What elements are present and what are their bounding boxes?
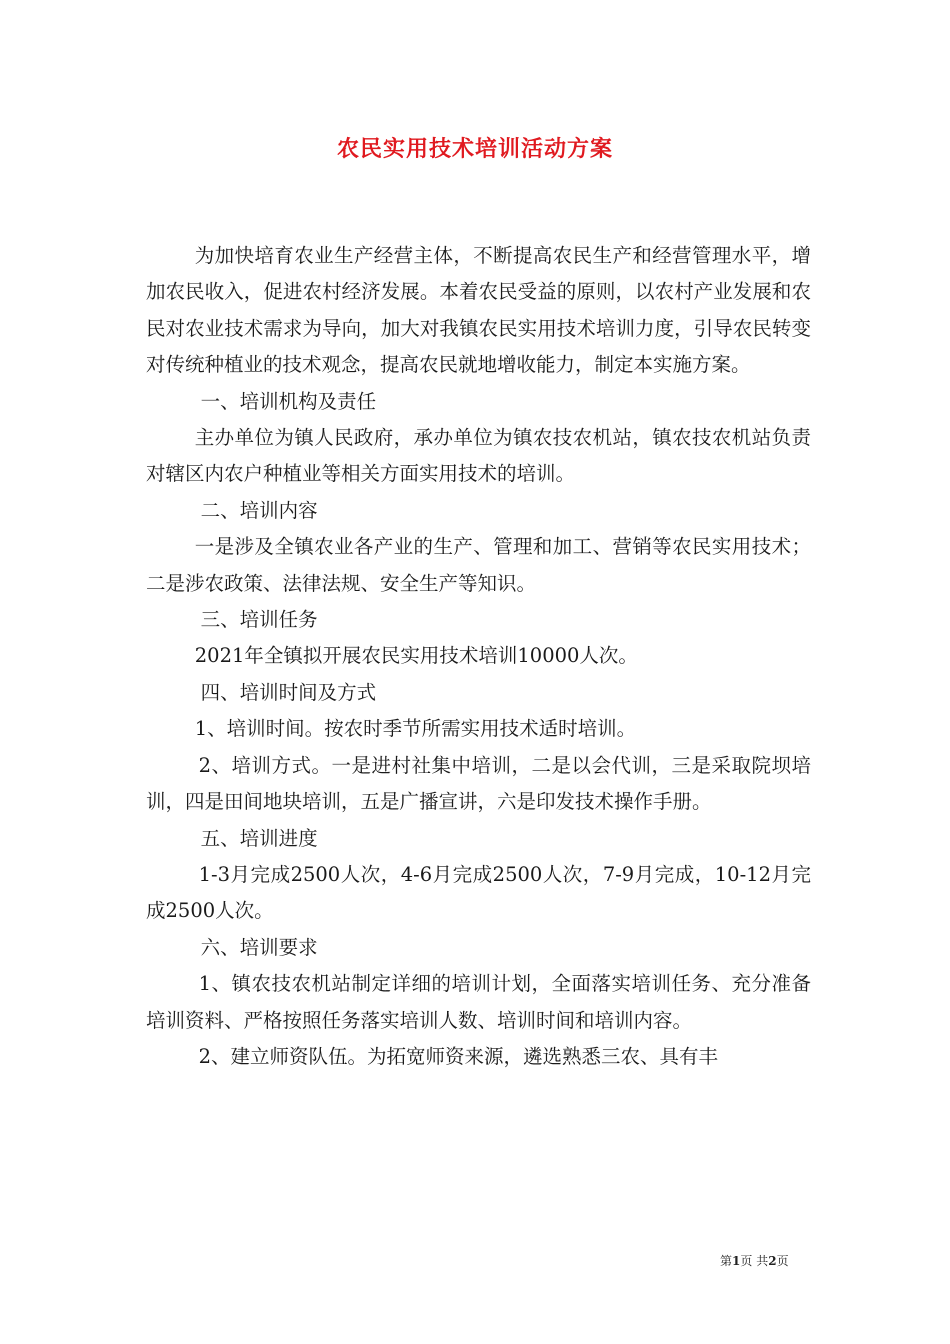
section-heading-3: 三、培训任务 <box>200 608 318 632</box>
document-title: 农民实用技术培训活动方案 <box>336 137 613 162</box>
paragraph-task: 2021年全镇拟开展农民实用技术培训10000人次。 <box>194 644 638 668</box>
section-heading-4: 四、培训时间及方式 <box>200 680 377 704</box>
footer-middle: 页 共 <box>740 1254 769 1268</box>
footer-suffix: 页 <box>776 1254 789 1268</box>
footer-page-number: 1 <box>732 1254 741 1268</box>
page-footer <box>720 1252 789 1269</box>
document-body <box>146 238 811 1075</box>
paragraph-requirement-1: 1、镇农技农机站制定详细的培训计划，全面落实培训任务、充分准备培训资料、严格按照任务落实培训人数、培训时间和培训内容。 <box>146 972 811 1032</box>
paragraph-content: 一是涉及全镇农业各产业的生产、管理和加工、营销等农民实用技术；二是涉农政策、法律法规、安全生产等知识。 <box>146 535 811 595</box>
paragraph-requirement-2: 2、建立师资队伍。为拓宽师资来源，遴选熟悉三农、具有丰 <box>198 1044 719 1068</box>
section-heading-5: 五、培训进度 <box>200 826 318 850</box>
paragraph-method: 2、培训方式。一是进村社集中培训，二是以会代训，三是采取院坝培训，四是田间地块培训，五是广播宣讲，六是印发技术操作手册。 <box>146 753 811 814</box>
section-heading-2: 二、培训内容 <box>200 498 318 522</box>
paragraph-progress: 1-3月完成2500人次，4-6月完成2500人次，7-9月完成，10-12月完成2500人次。 <box>146 862 811 923</box>
section-heading-6: 六、培训要求 <box>200 935 318 959</box>
paragraph-organization: 主办单位为镇人民政府，承办单位为镇农技农机站，镇农技农机站负责对辖区内农户种植业等相关方面实用技术的培训。 <box>146 426 811 486</box>
section-heading-1: 一、培训机构及责任 <box>200 389 377 413</box>
paragraph-time: 1、培训时间。按农时季节所需实用技术适时培训。 <box>194 717 637 741</box>
footer-total-pages: 2 <box>768 1254 777 1268</box>
footer-prefix: 第 <box>720 1254 733 1268</box>
paragraph-intro: 为加快培育农业生产经营主体，不断提高农民生产和经营管理水平，增加农民收入，促进农村经济发展。本着农民受益的原则，以农村产业发展和农民对农业技术需求为导向，加大对我镇农民实用技术培训力度，引导农民转变对传统种植业的技术观念，提高农民就地增收能力，制定本实施方案。 <box>146 244 811 377</box>
